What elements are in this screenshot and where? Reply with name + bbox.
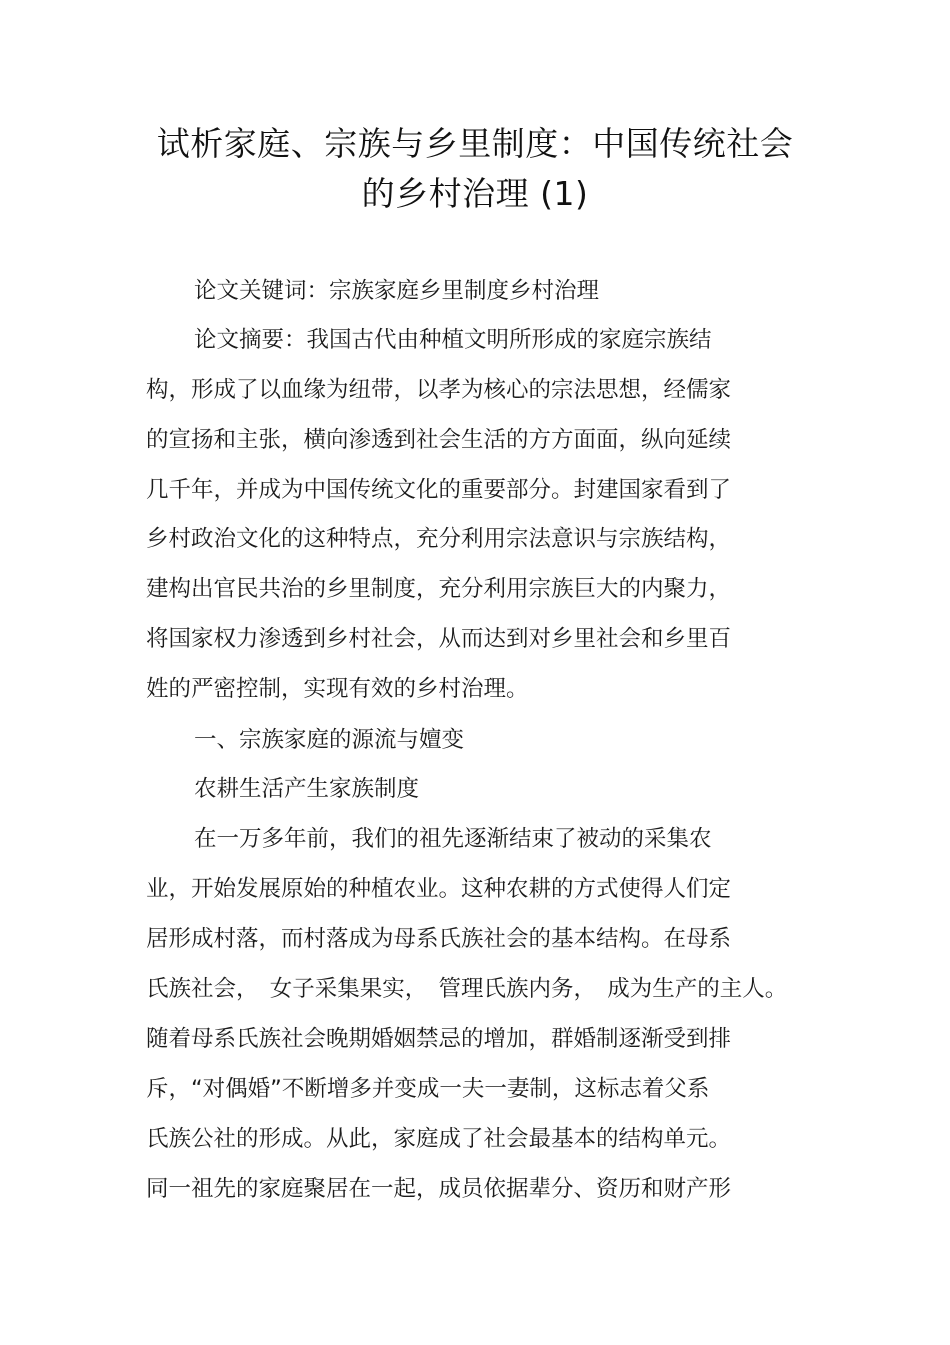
body-line: 居形成村落，而村落成为母系氏族社会的基本结构。在母系	[146, 926, 732, 952]
document-title-line-2: 的乡村治理 (1)	[361, 174, 589, 213]
body-line: 在一万多年前，我们的祖先逐渐结束了被动的采集农	[194, 826, 712, 852]
subsection-heading: 农耕生活产生家族制度	[194, 776, 420, 802]
body-line: 斥，“对偶婚”不断增多并变成一夫一妻制，这标志着父系	[146, 1076, 710, 1102]
abstract-line: 建构出官民共治的乡里制度，充分利用宗族巨大的内聚力，	[146, 576, 732, 602]
abstract-line: 的宣扬和主张，横向渗透到社会生活的方方面面，纵向延续	[146, 427, 732, 453]
abstract-line: 构，形成了以血缘为纽带，以孝为核心的宗法思想，经儒家	[146, 377, 732, 403]
abstract-line: 将国家权力渗透到乡村社会，从而达到对乡里社会和乡里百	[146, 626, 732, 652]
body-line: 随着母系氏族社会晚期婚姻禁忌的增加，群婚制逐渐受到排	[146, 1026, 732, 1052]
section-heading: 一、宗族家庭的源流与嬗变	[194, 727, 465, 753]
abstract-line: 论文摘要：我国古代由种植文明所形成的家庭宗族结	[194, 327, 712, 353]
body-line: 氏族社会， 女子采集果实， 管理氏族内务， 成为生产的主人。	[146, 976, 788, 1002]
keywords-line: 论文关键词：宗族家庭乡里制度乡村治理	[194, 278, 600, 304]
abstract-line: 几千年，并成为中国传统文化的重要部分。封建国家看到了	[146, 477, 732, 503]
body-line: 业，开始发展原始的种植农业。这种农耕的方式使得人们定	[146, 876, 732, 902]
body-line: 氏族公社的形成。从此，家庭成了社会最基本的结构单元。	[146, 1126, 732, 1152]
document-title-line-1: 试析家庭、宗族与乡里制度：中国传统社会	[156, 124, 794, 163]
abstract-line: 乡村政治文化的这种特点，充分利用宗法意识与宗族结构，	[146, 526, 732, 552]
body-line: 同一祖先的家庭聚居在一起，成员依据辈分、资历和财产形	[146, 1176, 732, 1202]
abstract-line: 姓的严密控制，实现有效的乡村治理。	[146, 676, 529, 702]
